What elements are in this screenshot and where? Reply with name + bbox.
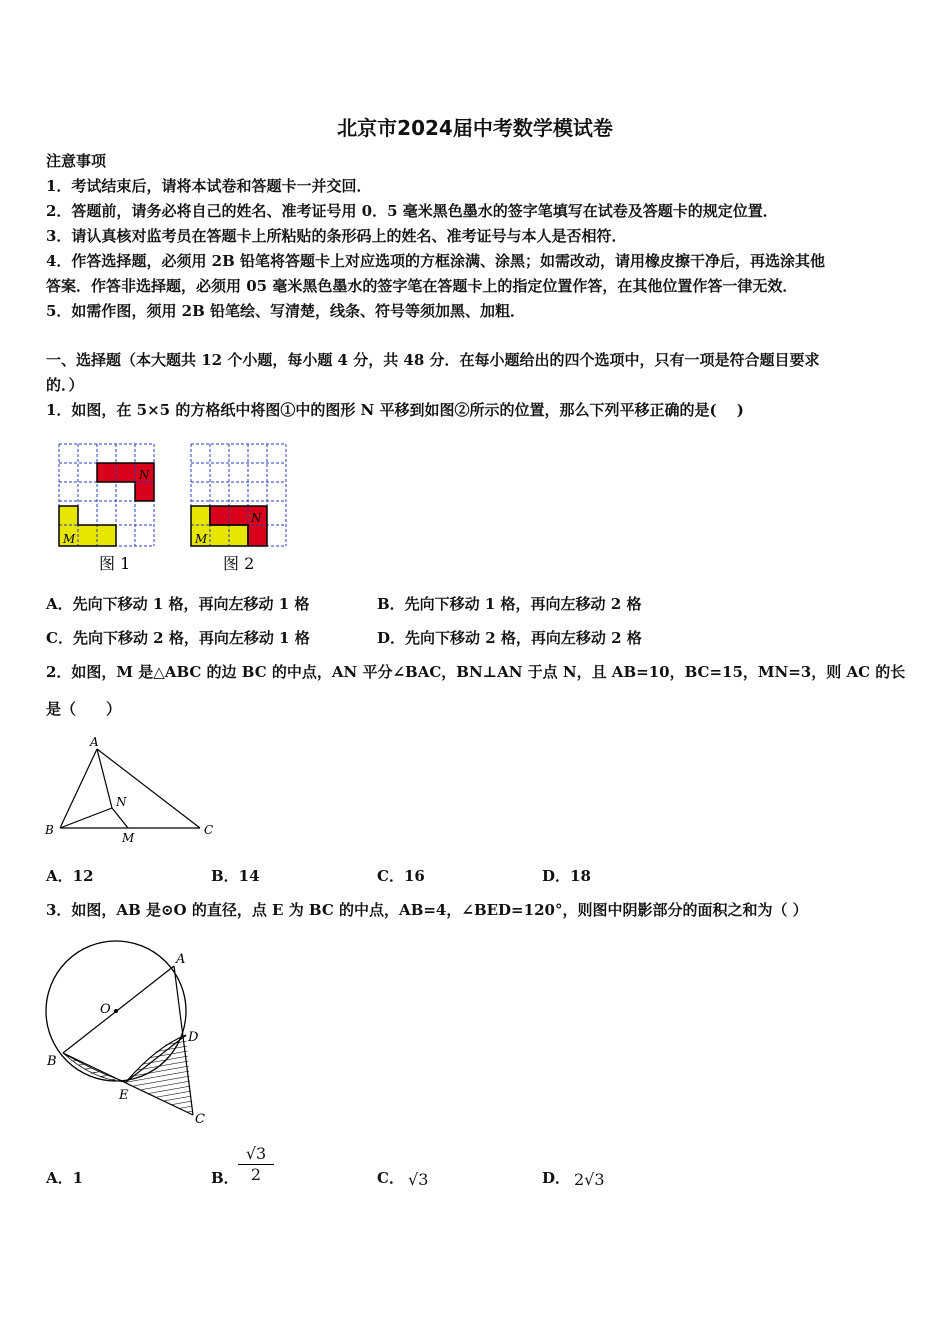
q1-option-c[interactable]: C．先向下移动 2 格，再向左移动 1 格 <box>46 629 310 647</box>
label-b: B <box>45 823 54 837</box>
label-m: M <box>195 532 208 546</box>
label-o: O <box>100 1002 111 1017</box>
notice-item: 4．作答选择题，必须用 2B 铅笔将答题卡上对应选项的方框涂满、涂黑；如需改动，请用橡皮擦干净后，再选涂其他 <box>46 252 826 270</box>
figure-2-caption: 图 2 <box>223 554 255 573</box>
q3-option-d[interactable]: D． <box>542 1169 571 1187</box>
label-a: A <box>176 952 186 967</box>
q3-option-d-value: 2√3 <box>574 1170 605 1189</box>
fraction-denominator: 2 <box>250 1165 262 1184</box>
q1-figure-2 <box>191 444 286 546</box>
label-n: N <box>139 468 150 482</box>
section-heading-cont: 的．） <box>46 376 84 394</box>
q3-option-a[interactable]: A．1 <box>46 1169 84 1187</box>
label-c: C <box>204 823 214 837</box>
shape-m-part <box>59 506 78 525</box>
label-n: N <box>116 795 127 809</box>
question-1-stem: 1．如图，在 5×5 的方格纸中将图①中的图形 N 平移到如图②所示的位置，那么下列平移正确的是( ) <box>46 401 744 419</box>
shape-n-part <box>135 482 154 501</box>
q2-triangle-figure <box>40 730 230 850</box>
q3-option-c-value: √3 <box>408 1170 429 1189</box>
question-3-stem: 3．如图，AB 是⊙O 的直径，点 E 为 BC 的中点，AB=4，∠BED=120°，则图中阴影部分的面积之和为（ ） <box>46 901 808 919</box>
label-m: M <box>63 532 76 546</box>
label-n: N <box>251 511 262 525</box>
page-title: 北京市2024届中考数学模试卷 <box>337 116 613 140</box>
label-e: E <box>119 1088 129 1103</box>
q3-option-b-value <box>238 1144 274 1184</box>
q3-option-b[interactable]: B． <box>211 1169 239 1187</box>
figure-1-caption: 图 1 <box>99 554 131 573</box>
label-m: M <box>122 831 135 845</box>
notice-item: 5．如需作图，须用 2B 铅笔绘、写清楚，线条、符号等须加黑、加粗． <box>46 302 525 320</box>
q2-option-d[interactable]: D．18 <box>542 867 591 885</box>
section-heading: 一、选择题（本大题共 12 个小题，每小题 4 分，共 48 分．在每小题给出的四个选项中，只有一项是符合题目要求 <box>46 351 820 369</box>
label-d: D <box>188 1030 199 1045</box>
q1-figures <box>55 440 295 580</box>
question-2-stem: 2．如图，M 是△ABC 的边 BC 的中点，AN 平分∠BAC，BN⊥AN 于点 N，且 AB=10，BC=15，MN=3，则 AC 的长 <box>46 663 906 681</box>
notice-item: 3．请认真核对监考员在答题卡上所粘贴的条形码上的姓名、准考证号与本人是否相符． <box>46 227 627 245</box>
q3-option-c[interactable]: C． <box>377 1169 404 1187</box>
q1-option-a[interactable]: A．先向下移动 1 格，再向左移动 1 格 <box>46 595 310 613</box>
fraction-numerator: √3 <box>238 1144 274 1165</box>
label-b: B <box>47 1054 57 1069</box>
q1-option-b[interactable]: B．先向下移动 1 格，再向左移动 2 格 <box>377 595 642 613</box>
notice-heading: 注意事项 <box>46 152 107 170</box>
notice-item: 1．考试结束后，请将本试卷和答题卡一并交回． <box>46 177 372 195</box>
q3-circle-figure <box>38 935 218 1130</box>
q1-figure-1 <box>59 444 154 546</box>
q2-option-a[interactable]: A．12 <box>46 867 94 885</box>
q2-option-b[interactable]: B．14 <box>211 867 260 885</box>
notice-item: 2．答题前，请务必将自己的姓名、准考证号用 0．5 毫米黑色墨水的签字笔填写在试卷及答题卡的规定位置． <box>46 202 778 220</box>
label-a: A <box>90 735 99 749</box>
q2-option-c[interactable]: C．16 <box>377 867 425 885</box>
q1-option-d[interactable]: D．先向下移动 2 格，再向左移动 2 格 <box>377 629 642 647</box>
question-2-stem-cont: 是（ ） <box>46 700 122 718</box>
label-c: C <box>195 1112 205 1127</box>
notice-item: 答案．作答非选择题，必须用 05 毫米黑色墨水的签字笔在答题卡上的指定位置作答，在其他位置作答一律无效． <box>46 277 798 295</box>
